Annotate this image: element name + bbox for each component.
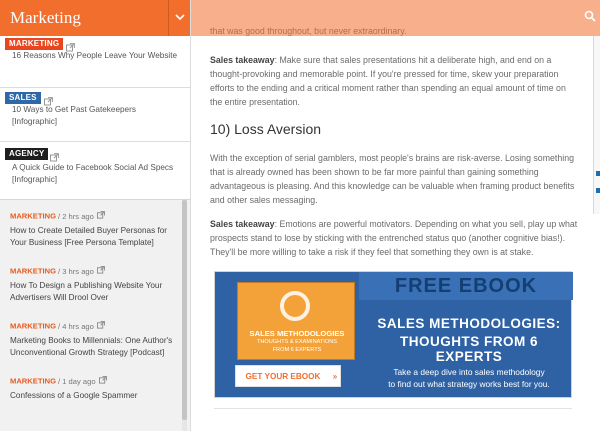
ebook-title: SALES METHODOLOGIES:	[377, 316, 561, 331]
featured-item[interactable]	[0, 36, 190, 88]
external-link-icon[interactable]	[97, 321, 105, 332]
takeaway-text: : Emotions are powerful motivators. Depending on what you sell, play up what prospects stand to lose by sticking with the entrenched status quo (another cognitive bias!). They'll be more willing to take a risk if they feel that something they own is at stake.	[210, 219, 578, 257]
list-item[interactable]	[10, 211, 180, 249]
list-item-title[interactable]: How to Create Detailed Buyer Personas for Your Business [Free Persona Template]	[10, 226, 168, 247]
ebook-cover	[237, 282, 355, 360]
takeaway-text: : Make sure that sales presentations hit a deliberate high, and end on a thought-provoking and memorable point. If you're pressed for time, skew your preparation efforts to the ending and a critical moment rather than spending an equal amount of time on the entire presentation.	[210, 55, 566, 107]
get-ebook-button[interactable]	[235, 365, 341, 387]
featured-item-title[interactable]: 16 Reasons Why People Leave Your Website	[12, 51, 178, 60]
external-link-icon[interactable]	[97, 211, 105, 222]
ebook-banner[interactable]	[214, 271, 572, 398]
double-chevron-right-icon: »	[332, 372, 338, 381]
cover-title: SALES METHODOLOGIES	[249, 329, 345, 338]
category-tag[interactable]: MARKETING	[10, 321, 56, 331]
sidebar-title: Marketing	[10, 8, 81, 27]
category-tag[interactable]: SALES	[5, 92, 41, 104]
external-link-icon[interactable]	[99, 376, 107, 387]
cycle-icon	[280, 291, 310, 321]
sidebar-header[interactable]	[0, 0, 190, 36]
category-tag[interactable]: MARKETING	[5, 38, 63, 50]
cover-subtitle-2: FROM 6 EXPERTS	[272, 347, 322, 353]
divider	[214, 408, 572, 409]
featured-item[interactable]	[0, 142, 190, 198]
external-link-icon[interactable]	[97, 266, 105, 277]
featured-item-title[interactable]: A Quick Guide to Facebook Social Ad Specs [Infographic]	[12, 163, 174, 184]
ebook-title-2: THOUGHTS FROM 6 EXPERTS	[400, 334, 538, 364]
timestamp: / 1 day ago	[57, 376, 96, 386]
featured-item[interactable]	[0, 88, 190, 142]
category-tag[interactable]: MARKETING	[10, 266, 56, 276]
scrollbar-thumb[interactable]	[182, 200, 187, 420]
section-heading: 10) Loss Aversion	[210, 121, 322, 137]
top-overlay-bar	[191, 0, 600, 36]
search-icon[interactable]	[584, 9, 596, 27]
list-item[interactable]	[10, 321, 180, 359]
category-tag[interactable]: AGENCY	[5, 148, 48, 160]
article-paragraph: With the exception of serial gamblers, most people's brains are risk-averse. Losing something that is already owned has been shown to be far more painful than gaining something advantageous is pleasing. And this knowledge can be valuable when framing product benefits and other sales messaging.	[210, 153, 575, 205]
list-item-title[interactable]: How To Design a Publishing Website Your Advertisers Will Drool Over	[10, 281, 163, 302]
takeaway-label: Sales takeaway	[210, 55, 275, 65]
cover-subtitle: THOUGHTS & EXAMINATIONS	[256, 339, 338, 345]
featured-item-title[interactable]: 10 Ways to Get Past Gatekeepers [Infographic]	[12, 105, 136, 126]
timestamp: / 4 hrs ago	[57, 321, 94, 331]
widget-marker	[596, 188, 600, 193]
ebook-description-2: to find out what strategy works best for you.	[388, 379, 550, 389]
list-item[interactable]	[10, 376, 180, 402]
sidebar	[0, 0, 191, 431]
chevron-down-icon[interactable]	[168, 0, 190, 36]
cta-label: GET YOUR EBOOK	[245, 372, 321, 381]
takeaway-label: Sales takeaway	[210, 219, 275, 229]
sales-takeaway-1	[210, 53, 580, 109]
timestamp: / 3 hrs ago	[57, 266, 94, 276]
timestamp: / 2 hrs ago	[57, 211, 94, 221]
sales-takeaway-2	[210, 217, 580, 259]
recent-posts-list	[0, 199, 190, 431]
category-tag[interactable]: MARKETING	[10, 376, 56, 386]
category-tag[interactable]: MARKETING	[10, 211, 56, 221]
widget-marker	[596, 171, 600, 176]
list-item-title[interactable]: Marketing Books to Millennials: One Author's Unconventional Growth Strategy [Podcast]	[10, 336, 173, 357]
list-item-title[interactable]: Confessions of a Google Spammer	[10, 391, 138, 400]
ebook-badge: FREE EBOOK	[394, 275, 538, 297]
right-side-widget	[593, 36, 600, 214]
ebook-description: Take a deep dive into sales methodology	[393, 367, 545, 377]
list-item[interactable]	[10, 266, 180, 304]
